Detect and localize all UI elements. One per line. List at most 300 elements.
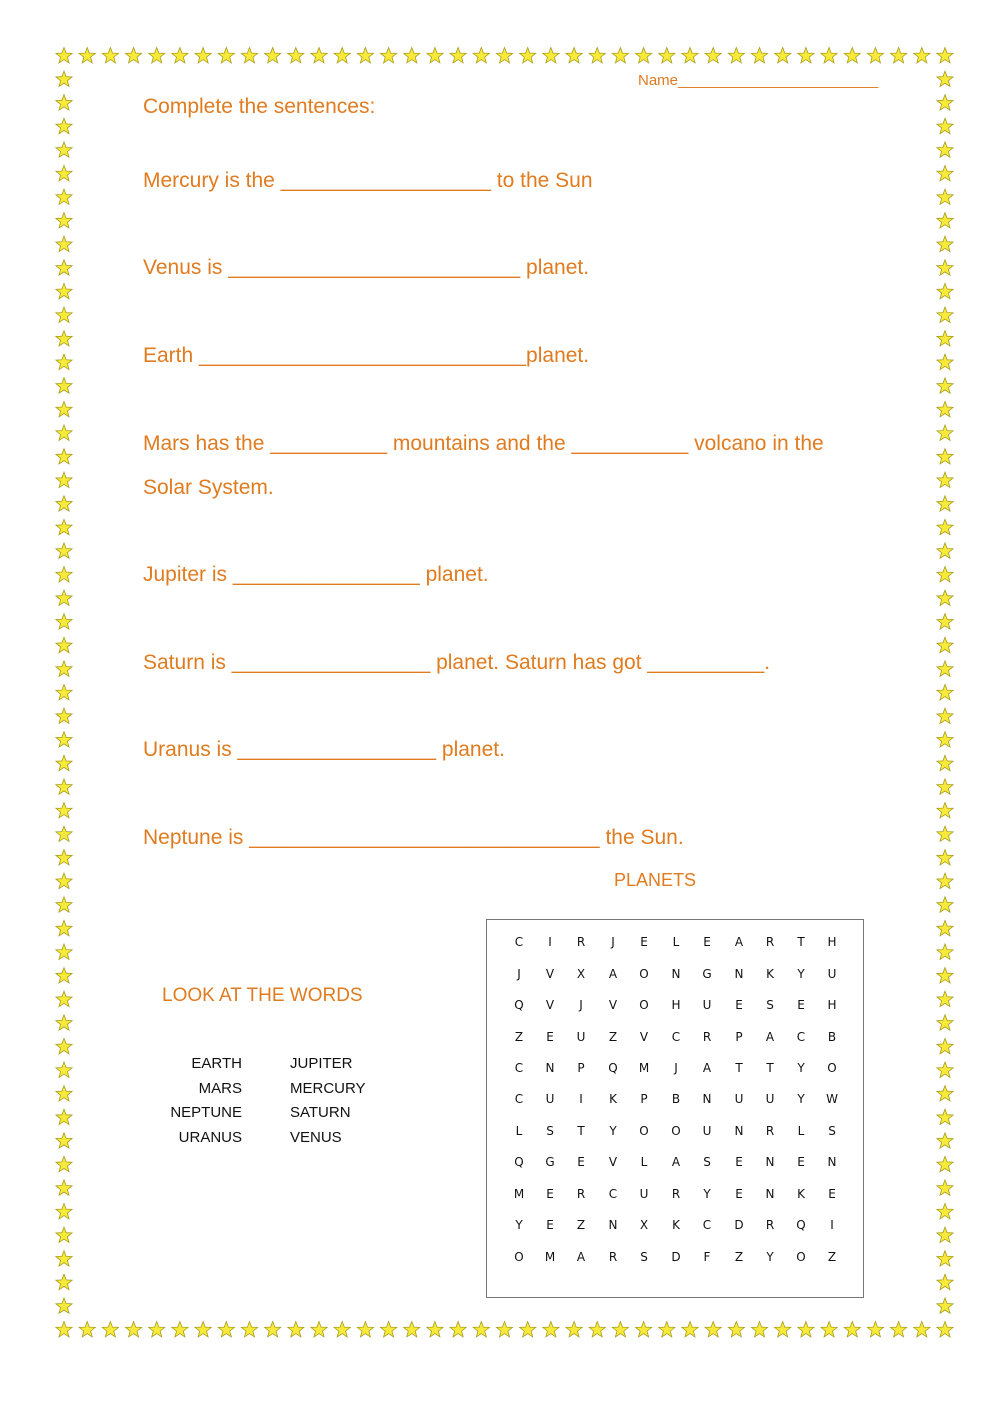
grid-letter[interactable]: Y (797, 1061, 805, 1075)
star-icon (937, 1133, 953, 1148)
grid-letter[interactable]: C (671, 1030, 681, 1044)
star-icon (265, 1322, 281, 1337)
star-icon (612, 48, 628, 63)
star-icon (937, 590, 953, 605)
grid-letter[interactable]: A (734, 935, 744, 949)
grid-letter[interactable]: E (703, 935, 711, 949)
star-icon (56, 472, 72, 487)
grid-letter[interactable]: M (544, 1250, 556, 1264)
grid-letter[interactable]: U (702, 1124, 712, 1138)
star-icon (937, 189, 953, 204)
star-icon (56, 1322, 72, 1337)
grid-letter[interactable]: A (702, 1061, 712, 1075)
star-icon (543, 1322, 559, 1337)
grid-letter[interactable]: M (513, 1187, 525, 1201)
star-icon (288, 48, 304, 63)
look-heading: LOOK AT THE WORDS (162, 985, 363, 1006)
grid-letter[interactable]: N (671, 967, 681, 981)
star-icon (56, 968, 72, 983)
star-icon (56, 1015, 72, 1030)
word-item: JUPITER (290, 1055, 353, 1072)
star-icon (728, 48, 744, 63)
star-icon (775, 1322, 791, 1337)
star-icon (844, 48, 860, 63)
star-icon (56, 637, 72, 652)
grid-letter[interactable]: Y (703, 1187, 711, 1201)
star-icon (56, 189, 72, 204)
star-icon (334, 48, 350, 63)
grid-letter[interactable]: S (703, 1155, 711, 1169)
star-icon (566, 48, 582, 63)
grid-letter[interactable]: E (546, 1030, 554, 1044)
grid-letter[interactable]: R (765, 1218, 775, 1232)
star-icon (334, 1322, 350, 1337)
star-icon (427, 1322, 443, 1337)
grid-letter[interactable]: C (514, 1061, 524, 1075)
star-icon (56, 71, 72, 86)
grid-letter[interactable]: K (766, 967, 774, 981)
star-icon (56, 708, 72, 723)
grid-letter[interactable]: Z (827, 1250, 837, 1264)
star-icon (56, 1086, 72, 1101)
star-icon (520, 48, 536, 63)
star-icon (937, 1322, 953, 1337)
grid-letter[interactable]: G (545, 1155, 555, 1169)
star-icon (937, 142, 953, 157)
grid-letter[interactable]: F (703, 1250, 711, 1264)
star-icon (56, 661, 72, 676)
star-icon (56, 826, 72, 841)
word-list-right (290, 1052, 366, 1151)
star-icon (566, 1322, 582, 1337)
star-icon (867, 1322, 883, 1337)
grid-letter[interactable]: U (702, 998, 712, 1012)
star-icon (102, 48, 118, 63)
grid-letter[interactable]: V (545, 998, 555, 1012)
grid-letter[interactable]: Z (576, 1218, 586, 1232)
star-icon (404, 1322, 420, 1337)
grid-letter[interactable]: N (734, 967, 744, 981)
star-icon (821, 1322, 837, 1337)
star-icon (149, 48, 165, 63)
star-icon (56, 283, 72, 298)
star-icon (937, 1156, 953, 1171)
star-icon (381, 1322, 397, 1337)
grid-letter[interactable]: Q (514, 1155, 524, 1169)
star-icon (937, 307, 953, 322)
grid-letter[interactable]: O (827, 1061, 837, 1075)
grid-letter[interactable]: E (735, 998, 743, 1012)
star-icon (149, 1322, 165, 1337)
star-icon (56, 755, 72, 770)
grid-letter[interactable]: L (797, 1124, 805, 1138)
grid-letter[interactable]: R (765, 935, 775, 949)
grid-letter[interactable]: N (765, 1187, 775, 1201)
star-icon (937, 1298, 953, 1313)
grid-letter[interactable]: D (734, 1218, 744, 1232)
page-title: Complete the sentences: (143, 95, 376, 118)
grid-letter[interactable]: B (827, 1030, 837, 1044)
grid-letter[interactable]: G (702, 967, 712, 981)
grid-letter[interactable]: O (671, 1124, 681, 1138)
star-icon (79, 1322, 95, 1337)
star-icon (937, 873, 953, 888)
star-icon (218, 1322, 234, 1337)
star-icon (357, 48, 373, 63)
grid-letter[interactable]: V (639, 1030, 649, 1044)
star-icon (496, 1322, 512, 1337)
star-icon (937, 425, 953, 440)
grid-letter[interactable]: N (827, 1155, 837, 1169)
grid-letter[interactable]: P (735, 1030, 743, 1044)
grid-letter[interactable]: J (579, 998, 583, 1012)
star-icon (937, 519, 953, 534)
star-icon (195, 1322, 211, 1337)
sentence-neptune: Neptune is ______________________________ the Sun. (143, 826, 684, 849)
star-icon (937, 897, 953, 912)
star-icon (172, 1322, 188, 1337)
star-icon (56, 1133, 72, 1148)
star-icon (937, 850, 953, 865)
star-icon (56, 354, 72, 369)
star-icon (937, 732, 953, 747)
star-icon (56, 850, 72, 865)
star-icon (56, 1251, 72, 1266)
grid-letter[interactable]: V (608, 998, 618, 1012)
star-icon (496, 48, 512, 63)
grid-letter[interactable]: X (639, 1218, 649, 1232)
star-icon (126, 48, 142, 63)
grid-letter[interactable]: E (735, 1155, 743, 1169)
grid-letter[interactable]: P (577, 1061, 585, 1075)
star-icon (937, 944, 953, 959)
grid-letter[interactable]: A (608, 967, 618, 981)
sentence-mercury: Mercury is the __________________ to the Sun (143, 169, 593, 192)
star-icon (56, 449, 72, 464)
grid-letter[interactable]: R (608, 1250, 618, 1264)
star-icon (56, 1298, 72, 1313)
star-icon (937, 1204, 953, 1219)
star-icon (56, 48, 72, 63)
grid-letter[interactable]: D (671, 1250, 681, 1264)
grid-letter[interactable]: R (702, 1030, 712, 1044)
star-icon (126, 1322, 142, 1337)
star-icon (937, 1251, 953, 1266)
star-icon (473, 48, 489, 63)
star-icon (56, 1109, 72, 1124)
grid-letter[interactable]: U (734, 1092, 744, 1106)
grid-letter[interactable]: P (640, 1092, 648, 1106)
star-icon (937, 48, 953, 63)
grid-letter[interactable]: A (671, 1155, 681, 1169)
star-icon (56, 873, 72, 888)
star-icon (195, 48, 211, 63)
star-icon (56, 1180, 72, 1195)
grid-letter[interactable]: S (828, 1124, 836, 1138)
star-icon (937, 543, 953, 558)
sentence-saturn: Saturn is _________________ planet. Saturn has got __________. (143, 651, 771, 674)
star-icon (775, 48, 791, 63)
star-icon (937, 496, 953, 511)
star-icon (56, 1274, 72, 1289)
grid-letter[interactable]: T (766, 1061, 774, 1075)
grid-letter[interactable]: Y (766, 1250, 774, 1264)
star-icon (937, 920, 953, 935)
star-icon (937, 755, 953, 770)
star-icon (56, 213, 72, 228)
grid-letter[interactable]: Q (796, 1218, 806, 1232)
grid-letter[interactable]: S (766, 998, 774, 1012)
grid-letter[interactable]: C (608, 1187, 618, 1201)
grid-letter[interactable]: I (548, 935, 552, 949)
name-field[interactable]: Name________________________ (638, 72, 879, 89)
star-icon (937, 1038, 953, 1053)
grid-letter[interactable]: N (765, 1155, 775, 1169)
star-icon (381, 48, 397, 63)
grid-letter[interactable]: A (765, 1030, 775, 1044)
grid-letter[interactable]: E (828, 1187, 836, 1201)
grid-letter[interactable]: H (827, 935, 837, 949)
grid-letter[interactable]: C (702, 1218, 712, 1232)
grid-letter[interactable]: T (735, 1061, 743, 1075)
grid-letter[interactable]: T (577, 1124, 585, 1138)
grid-letter[interactable]: C (514, 935, 524, 949)
star-icon (56, 685, 72, 700)
grid-letter[interactable]: Z (734, 1250, 744, 1264)
grid-letter[interactable]: S (640, 1250, 648, 1264)
grid-letter[interactable]: J (674, 1061, 678, 1075)
star-icon (751, 1322, 767, 1337)
grid-letter[interactable]: S (546, 1124, 554, 1138)
grid-letter[interactable]: C (796, 1030, 806, 1044)
star-icon (589, 1322, 605, 1337)
star-icon (543, 48, 559, 63)
star-icon (937, 95, 953, 110)
grid-letter[interactable]: K (672, 1218, 680, 1232)
star-icon (937, 236, 953, 251)
star-icon (937, 1062, 953, 1077)
word-item: EARTH (191, 1055, 242, 1072)
star-icon (937, 331, 953, 346)
star-icon (937, 472, 953, 487)
star-icon (357, 1322, 373, 1337)
grid-letter[interactable]: Z (514, 1030, 524, 1044)
star-icon (56, 991, 72, 1006)
star-icon (659, 48, 675, 63)
grid-letter[interactable]: Z (608, 1030, 618, 1044)
star-icon (311, 48, 327, 63)
star-icon (937, 803, 953, 818)
grid-letter[interactable]: I (830, 1218, 834, 1232)
star-icon (56, 614, 72, 629)
star-icon (937, 1180, 953, 1195)
star-icon (218, 48, 234, 63)
star-icon (56, 496, 72, 511)
grid-letter[interactable]: O (639, 998, 649, 1012)
grid-letter[interactable]: L (515, 1124, 523, 1138)
grid-letter[interactable]: O (514, 1250, 524, 1264)
grid-letter[interactable]: N (545, 1061, 555, 1075)
star-icon (937, 213, 953, 228)
star-icon (937, 708, 953, 723)
star-icon (937, 968, 953, 983)
grid-letter[interactable]: R (576, 1187, 586, 1201)
star-icon (937, 1015, 953, 1030)
grid-letter[interactable]: E (640, 935, 648, 949)
star-icon (56, 425, 72, 440)
star-icon (798, 1322, 814, 1337)
grid-letter[interactable]: B (671, 1092, 681, 1106)
grid-letter[interactable]: E (735, 1187, 743, 1201)
word-item: MERCURY (290, 1079, 366, 1097)
star-icon (891, 48, 907, 63)
star-icon (705, 48, 721, 63)
grid-letter[interactable]: V (608, 1155, 618, 1169)
star-icon (937, 991, 953, 1006)
grid-letter[interactable]: E (577, 1155, 585, 1169)
star-icon (56, 118, 72, 133)
grid-letter[interactable]: Y (797, 967, 805, 981)
star-icon (56, 1227, 72, 1242)
grid-letter[interactable]: U (765, 1092, 775, 1106)
sentence-uranus: Uranus is _________________ planet. (143, 738, 505, 761)
grid-letter[interactable]: R (765, 1124, 775, 1138)
star-icon (589, 48, 605, 63)
star-icon (821, 48, 837, 63)
star-icon (404, 48, 420, 63)
star-icon (937, 354, 953, 369)
star-icon (636, 1322, 652, 1337)
word-item: URANUS (178, 1129, 242, 1147)
star-icon (937, 637, 953, 652)
grid-letter[interactable]: E (546, 1218, 554, 1232)
grid-letter[interactable]: Y (515, 1218, 523, 1232)
star-icon (427, 48, 443, 63)
star-icon (914, 48, 930, 63)
star-icon (612, 1322, 628, 1337)
star-icon (265, 48, 281, 63)
grid-letter[interactable]: H (671, 998, 681, 1012)
star-icon (473, 1322, 489, 1337)
star-icon (937, 260, 953, 275)
star-icon (937, 1274, 953, 1289)
grid-letter[interactable]: V (545, 967, 555, 981)
star-icon (937, 685, 953, 700)
sentence-mars: Mars has the __________ mountains and the __________ volcano in the (143, 432, 824, 455)
sentence-venus: Venus is _________________________ planet. (143, 256, 590, 279)
star-icon (241, 48, 257, 63)
word-item: SATURN (290, 1104, 351, 1122)
grid-letter[interactable]: N (734, 1124, 744, 1138)
star-icon (682, 1322, 698, 1337)
grid-letter[interactable]: E (797, 998, 805, 1012)
grid-letter[interactable]: N (702, 1092, 712, 1106)
grid-letter[interactable]: U (639, 1187, 649, 1201)
sentence-mars-cont: Solar System. (143, 476, 274, 499)
star-icon (56, 1156, 72, 1171)
grid-letter[interactable]: Q (514, 998, 524, 1012)
star-icon (937, 283, 953, 298)
grid-letter[interactable]: O (796, 1250, 806, 1264)
grid-letter[interactable]: Y (797, 1092, 805, 1106)
grid-letter[interactable]: Q (608, 1061, 618, 1075)
star-icon (56, 307, 72, 322)
star-icon (867, 48, 883, 63)
grid-letter[interactable]: R (576, 935, 586, 949)
grid-letter[interactable]: N (608, 1218, 618, 1232)
grid-letter[interactable]: J (611, 935, 615, 949)
star-icon (450, 1322, 466, 1337)
star-icon (56, 260, 72, 275)
sentence-earth: Earth ____________________________planet. (143, 344, 590, 367)
grid-letter[interactable]: E (546, 1187, 554, 1201)
grid-letter[interactable]: H (827, 998, 837, 1012)
star-icon (56, 378, 72, 393)
grid-letter[interactable]: O (639, 967, 649, 981)
star-icon (288, 1322, 304, 1337)
star-icon (844, 1322, 860, 1337)
star-icon (937, 1086, 953, 1101)
star-icon (937, 614, 953, 629)
star-icon (56, 803, 72, 818)
grid-letter[interactable]: U (545, 1092, 555, 1106)
star-icon (659, 1322, 675, 1337)
grid-letter[interactable]: M (638, 1061, 650, 1075)
star-icon (937, 1109, 953, 1124)
grid-letter[interactable]: U (576, 1030, 586, 1044)
star-icon (937, 401, 953, 416)
grid-letter[interactable]: K (609, 1092, 617, 1106)
star-icon (937, 661, 953, 676)
star-icon (705, 1322, 721, 1337)
grid-letter[interactable]: L (672, 935, 680, 949)
grid-letter[interactable]: X (576, 967, 586, 981)
grid-letter[interactable]: W (826, 1092, 838, 1106)
grid-letter[interactable]: I (579, 1092, 583, 1106)
grid-letter[interactable]: C (514, 1092, 524, 1106)
grid-letter[interactable]: J (517, 967, 521, 981)
star-icon (937, 779, 953, 794)
grid-letter[interactable]: K (797, 1187, 805, 1201)
grid-letter[interactable]: A (576, 1250, 586, 1264)
star-icon (798, 48, 814, 63)
star-icon (56, 1038, 72, 1053)
word-list-left (150, 1052, 242, 1151)
grid-letter[interactable]: U (827, 967, 837, 981)
grid-letter[interactable]: O (639, 1124, 649, 1138)
star-icon (56, 236, 72, 251)
star-icon (450, 48, 466, 63)
grid-letter[interactable]: L (640, 1155, 648, 1169)
star-icon (56, 166, 72, 181)
grid-letter[interactable]: Y (609, 1124, 617, 1138)
star-icon (56, 944, 72, 959)
star-icon (937, 449, 953, 464)
planets-heading: PLANETS (614, 870, 697, 890)
word-item: VENUS (290, 1129, 342, 1147)
grid-letter[interactable]: E (797, 1155, 805, 1169)
grid-letter[interactable]: R (671, 1187, 681, 1201)
star-icon (937, 166, 953, 181)
star-icon (937, 1227, 953, 1242)
star-icon (56, 920, 72, 935)
word-search-grid[interactable] (486, 919, 864, 1298)
star-icon (56, 779, 72, 794)
star-icon (56, 543, 72, 558)
star-icon (682, 48, 698, 63)
grid-letter[interactable]: T (797, 935, 805, 949)
star-icon (56, 519, 72, 534)
